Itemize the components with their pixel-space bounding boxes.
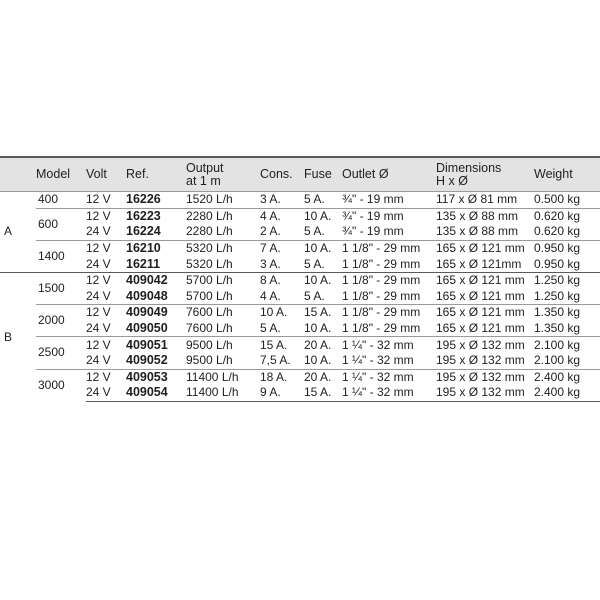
volt-cell: 24 V: [86, 353, 111, 368]
ref-cell: 409048: [126, 288, 168, 303]
volt-cell: 24 V: [86, 321, 111, 336]
weight-cell: 2.400 kg: [534, 369, 600, 385]
outlet-cell: ¾" - 19 mm: [342, 208, 436, 224]
outlet-cell: ¾" - 19 mm: [342, 224, 404, 239]
output-cell: 5700 L/h: [186, 288, 233, 303]
ref-cell: 409051: [126, 337, 186, 353]
fuse-cell: 10 A.: [304, 208, 342, 224]
fuse-cell: 5 A.: [304, 256, 325, 271]
volt-cell: 12 V: [86, 208, 126, 224]
volt-cell: 24 V: [86, 256, 111, 271]
model-cell: 3000: [36, 369, 86, 401]
cons-cell: 15 A.: [260, 337, 304, 353]
outlet-cell: 1 ¼" - 32 mm: [342, 353, 414, 368]
table-row: [0, 224, 600, 240]
table-row: [0, 208, 600, 224]
fuse-cell: 15 A.: [304, 305, 342, 321]
weight-cell: 1.350 kg: [534, 321, 581, 336]
spec-table: [0, 158, 600, 402]
outlet-cell: 1 ¼" - 32 mm: [342, 337, 436, 353]
cons-cell: 2 A.: [260, 224, 281, 239]
volt-cell: 24 V: [86, 385, 126, 401]
table-row: [0, 289, 600, 305]
dimensions-cell: 135 x Ø 88 mm: [436, 208, 534, 224]
table-row: [0, 353, 600, 369]
fuse-cell: 10 A.: [304, 272, 342, 288]
model-cell: 1400: [36, 240, 86, 272]
fuse-cell: 5 A.: [304, 192, 325, 207]
model-cell: 600: [36, 208, 86, 240]
table-body: [0, 192, 600, 402]
cons-cell: 8 A.: [260, 272, 304, 288]
dimensions-cell: 195 x Ø 132 mm: [436, 385, 534, 401]
header-weight: Weight: [534, 158, 600, 192]
outlet-cell: 1 1/8" - 29 mm: [342, 288, 421, 303]
output-cell: 5320 L/h: [186, 256, 233, 271]
outlet-cell: ¾" - 19 mm: [342, 192, 404, 207]
outlet-cell: 1 1/8" - 29 mm: [342, 256, 421, 271]
fuse-cell: 20 A.: [304, 369, 342, 385]
table-header: [0, 158, 600, 192]
model-cell: 1500: [36, 272, 86, 304]
weight-cell: 1.250 kg: [534, 288, 581, 303]
output-cell: 9500 L/h: [186, 337, 260, 353]
dimensions-cell: 165 x Ø 121 mm: [436, 305, 534, 321]
volt-cell: 12 V: [86, 337, 126, 353]
ref-cell: 16223: [126, 208, 186, 224]
fuse-cell: 20 A.: [304, 337, 342, 353]
volt-cell: 24 V: [86, 288, 111, 303]
outlet-cell: 1 1/8" - 29 mm: [342, 240, 436, 256]
header-fuse: Fuse: [304, 158, 342, 192]
dimensions-cell: 165 x Ø 121 mm: [436, 288, 525, 303]
ref-cell: 409050: [126, 321, 168, 336]
cons-cell: 3 A.: [260, 256, 281, 271]
dimensions-cell: 165 x Ø 121 mm: [436, 321, 525, 336]
fuse-cell: 10 A.: [304, 240, 342, 256]
header-group: [0, 158, 36, 192]
cons-cell: 4 A.: [260, 288, 281, 303]
output-cell: 7600 L/h: [186, 321, 233, 336]
weight-cell: 0.500 kg: [534, 192, 581, 207]
header-ref: Ref.: [126, 158, 186, 192]
output-cell: 5320 L/h: [186, 240, 260, 256]
outlet-cell: 1 1/8" - 29 mm: [342, 305, 436, 321]
dimensions-cell: 195 x Ø 132 mm: [436, 337, 534, 353]
weight-cell: 1.350 kg: [534, 305, 600, 321]
output-cell: 11400 L/h: [186, 369, 260, 385]
dimensions-cell: 195 x Ø 132 mm: [436, 353, 525, 368]
ref-cell: 16226: [126, 192, 161, 207]
table-row: [0, 240, 600, 256]
group-label: B: [0, 272, 36, 401]
table-row: [0, 256, 600, 272]
ref-cell: 16211: [126, 256, 161, 271]
ref-cell: 409042: [126, 272, 186, 288]
fuse-cell: 10 A.: [304, 321, 332, 336]
ref-cell: 16210: [126, 240, 186, 256]
cons-cell: 7 A.: [260, 240, 304, 256]
weight-cell: 0.950 kg: [534, 256, 581, 271]
output-cell: 2280 L/h: [186, 224, 233, 239]
header-output: Output at 1 m: [186, 158, 260, 192]
fuse-cell: 10 A.: [304, 353, 332, 368]
weight-cell: 2.100 kg: [534, 353, 581, 368]
weight-cell: 0.620 kg: [534, 224, 581, 239]
outlet-cell: 1 1/8" - 29 mm: [342, 272, 436, 288]
fuse-cell: 15 A.: [304, 385, 342, 401]
table-row: [0, 369, 600, 385]
weight-cell: 0.620 kg: [534, 208, 600, 224]
header-cons: Cons.: [260, 158, 304, 192]
table-row: [0, 385, 600, 401]
fuse-cell: 5 A.: [304, 224, 325, 239]
table-row: [0, 192, 600, 209]
volt-cell: 12 V: [86, 305, 126, 321]
weight-cell: 2.400 kg: [534, 385, 600, 401]
volt-cell: 12 V: [86, 192, 111, 207]
volt-cell: 12 V: [86, 369, 126, 385]
cons-cell: 18 A.: [260, 369, 304, 385]
model-cell: 400: [38, 192, 59, 207]
output-cell: 9500 L/h: [186, 353, 233, 368]
weight-cell: 0.950 kg: [534, 240, 600, 256]
ref-cell: 409049: [126, 305, 186, 321]
header-outlet: Outlet Ø: [342, 158, 436, 192]
ref-cell: 409054: [126, 385, 186, 401]
dimensions-cell: 195 x Ø 132 mm: [436, 369, 534, 385]
outlet-cell: 1 1/8" - 29 mm: [342, 321, 421, 336]
table-row: [0, 272, 600, 288]
fuse-cell: 5 A.: [304, 288, 325, 303]
volt-cell: 12 V: [86, 272, 126, 288]
volt-cell: 24 V: [86, 224, 111, 239]
output-cell: 2280 L/h: [186, 208, 260, 224]
table-row: [0, 337, 600, 353]
cons-cell: 5 A.: [260, 321, 281, 336]
cons-cell: 9 A.: [260, 385, 304, 401]
ref-cell: 16224: [126, 224, 161, 239]
dimensions-cell: 117 x Ø 81 mm: [436, 192, 518, 207]
top-rule: [0, 156, 600, 158]
cons-cell: 7,5 A.: [260, 353, 291, 368]
model-cell: 2500: [36, 337, 86, 369]
output-cell: 5700 L/h: [186, 272, 260, 288]
output-cell: 7600 L/h: [186, 305, 260, 321]
dimensions-cell: 165 x Ø 121mm: [436, 256, 522, 271]
output-cell: 11400 L/h: [186, 385, 260, 401]
cons-cell: 3 A.: [260, 192, 281, 207]
outlet-cell: 1 ¼" - 32 mm: [342, 385, 436, 401]
weight-cell: 2.100 kg: [534, 337, 600, 353]
table-row: [0, 321, 600, 337]
header-volt: Volt: [86, 158, 126, 192]
dimensions-cell: 165 x Ø 121 mm: [436, 272, 534, 288]
ref-cell: 409052: [126, 353, 168, 368]
cons-cell: 4 A.: [260, 208, 304, 224]
group-label: A: [4, 224, 13, 239]
table-row: [0, 305, 600, 321]
dimensions-cell: 165 x Ø 121 mm: [436, 240, 534, 256]
cons-cell: 10 A.: [260, 305, 304, 321]
output-cell: 1520 L/h: [186, 192, 233, 207]
header-model: Model: [36, 158, 86, 192]
volt-cell: 12 V: [86, 240, 126, 256]
dimensions-cell: 135 x Ø 88 mm: [436, 224, 519, 239]
ref-cell: 409053: [126, 369, 186, 385]
outlet-cell: 1 ¼" - 32 mm: [342, 369, 436, 385]
weight-cell: 1.250 kg: [534, 272, 600, 288]
model-cell: 2000: [36, 305, 86, 337]
spec-table-container: [0, 156, 600, 402]
header-dimensions: Dimensions H x Ø: [436, 158, 534, 192]
